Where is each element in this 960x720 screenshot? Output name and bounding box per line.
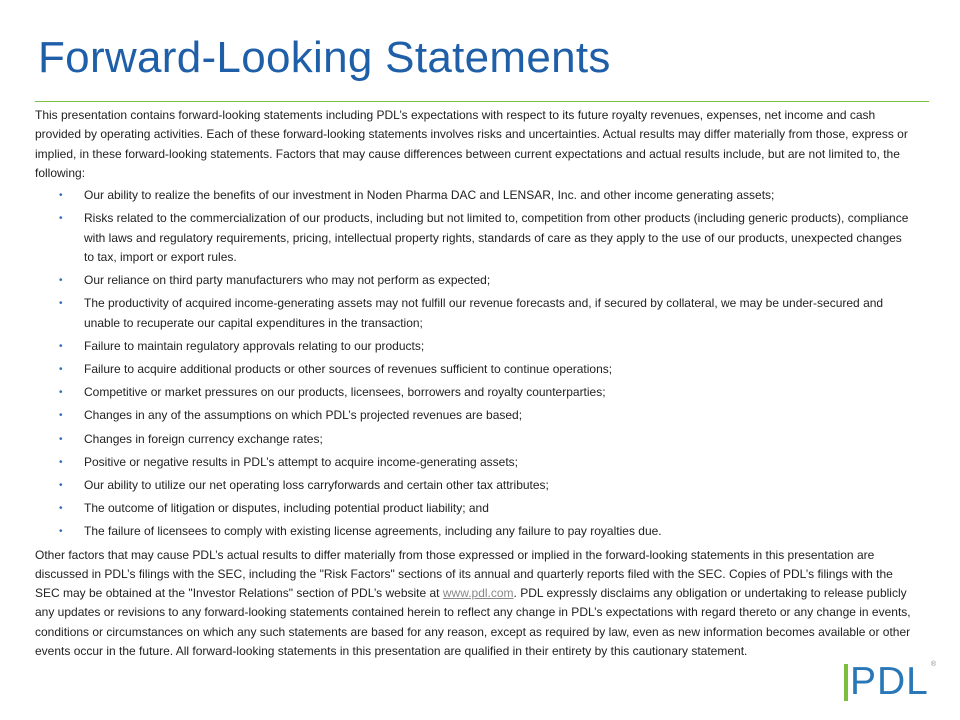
list-item: • The outcome of litigation or disputes, including potential product liability; and [35,499,911,518]
bullet-icon: • [59,479,63,491]
list-item: • Positive or negative results in PDL’s attempt to acquire income-generating assets; [35,453,911,472]
list-item: • Changes in any of the assumptions on which PDL’s projected revenues are based; [35,406,911,425]
bullet-icon: • [59,340,63,352]
list-item: • Competitive or market pressures on our products, licensees, borrowers and royalty counterparties; [35,383,911,402]
list-item: • Our ability to utilize our net operating loss carryforwards and certain other tax attributes; [35,476,911,495]
list-item: • Changes in foreign currency exchange rates; [35,430,911,449]
website-link[interactable]: www.pdl.com [442,586,514,601]
bullet-icon: • [59,364,63,376]
list-item: • Our reliance on third party manufacturers who may not perform as expected; [35,271,911,290]
list-item: • Failure to acquire additional products or other sources of revenues sufficient to continue operations; [35,360,911,379]
bullet-icon: • [59,190,63,202]
title-divider [35,101,929,102]
list-item: • The productivity of acquired income-generating assets may not fulfill our revenue forecasts and, if secured by collateral, we may be under-secured and unable to recuperate our capital expenditures in the transaction; [59,296,884,330]
bullet-icon: • [59,298,63,310]
list-item: • The failure of licensees to comply with existing license agreements, including any failure to pay royalties due. [35,522,911,541]
bullet-icon: • [59,526,63,538]
pdl-logo [844,661,936,701]
list-item: • Risks related to the commercialization of our products, including but not limited to, competition from other products (including generic products), compliance with laws and regulatory requirements, pricing, intellectual property rights, standards of care as they apply to the use of our products, unexpected changes to tax, import or export rules. [59,211,909,264]
logo-accent-bar [844,664,848,701]
bullet-icon: • [59,213,63,225]
bullet-icon: • [59,410,63,422]
bullet-icon: • [59,456,63,468]
risk-factor-list [35,186,911,541]
bullet-icon: • [59,503,63,515]
slide-title: Forward-Looking Statements [38,33,611,82]
list-item: • Our ability to realize the benefits of our investment in Noden Pharma DAC and LENSAR, Inc. and other income generating assets; [35,186,911,205]
closing-paragraph: Other factors that may cause PDL’s actual results to differ materially from those expressed or implied in the forward-looking statements in this presentation are discussed in PDL’s filings with the SEC, including the "Risk Factors" sections of its annual and quarterly reports filed with the SEC. Copies of PDL’s filings with the SEC may be obtained at the "Investor Relations" section of PDL’s website at www.pdl.com. PDL expressly disclaims any obligation or undertaking to release publicly any updates or revisions to any forward-looking statements contained herein to reflect any change in PDL’s expectations with regard thereto or any change in events, conditions or circumstances on which any such statements are based for any reason, except as required by law, even as new information becomes available or other events occur in the future. All forward-looking statements in this presentation are qualified in their entirety by this cautionary statement. [35,547,911,658]
list-item: • Failure to maintain regulatory approvals relating to our products; [35,337,911,356]
slide-body [35,106,911,661]
bullet-icon: • [59,275,63,287]
logo-wordmark: PDL [850,660,929,703]
registered-mark: ® [930,661,936,668]
bullet-icon: • [59,387,63,399]
intro-paragraph: This presentation contains forward-looking statements including PDL’s expectations with respect to its future royalty revenues, expenses, net income and cash provided by operating activities. Each of these forward-looking statements involves risks and uncertainties. Actual results may differ materially from those, express or implied, in these forward-looking statements. Factors that may cause differences between current expectations and actual results include, but are not limited to, the following: [35,108,908,180]
bullet-icon: • [59,433,63,445]
